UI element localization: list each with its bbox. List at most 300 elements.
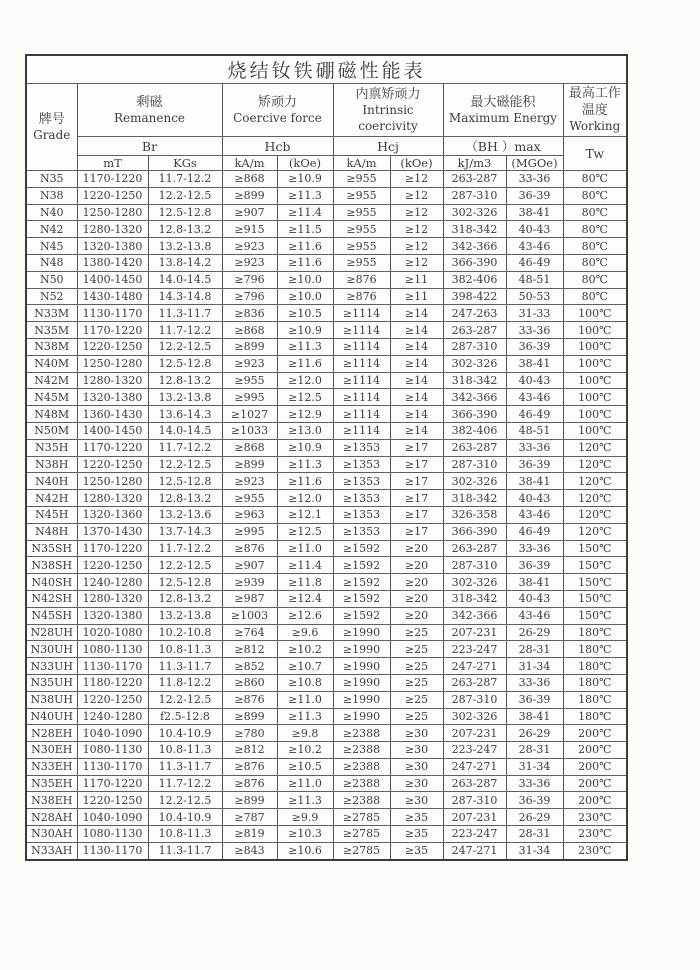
cell-tw: 200℃	[563, 792, 627, 809]
cell-bhmax-mgoe: 50-53	[506, 288, 563, 305]
cell-br-mt: 1430-1480	[77, 288, 148, 305]
cell-br-kgs: 13.2-13.8	[148, 238, 222, 255]
cell-tw: 120℃	[563, 523, 627, 540]
cell-hcb-koe: ≥10.6	[277, 842, 333, 859]
cell-grade: N33UH	[26, 658, 77, 675]
cell-tw: 80℃	[563, 254, 627, 271]
cell-grade: N48M	[26, 406, 77, 423]
cell-br-mt: 1020-1080	[77, 624, 148, 641]
cell-grade: N35SH	[26, 540, 77, 557]
cell-tw: 80℃	[563, 221, 627, 238]
cell-br-kgs: 11.7-12.2	[148, 775, 222, 792]
cell-hcb-kam: ≥923	[222, 355, 277, 372]
header-sym-hcj: Hcj	[333, 137, 443, 156]
cell-grade: N35H	[26, 439, 77, 456]
cell-hcb-kam: ≥899	[222, 187, 277, 204]
table-row	[26, 775, 627, 792]
cell-bhmax-kjm3: 287-310	[443, 691, 506, 708]
cell-tw: 180℃	[563, 624, 627, 641]
cell-hcb-kam: ≥764	[222, 624, 277, 641]
cell-tw: 200℃	[563, 758, 627, 775]
table-row	[26, 422, 627, 439]
cell-bhmax-kjm3: 207-231	[443, 725, 506, 742]
cell-br-mt: 1170-1220	[77, 171, 148, 188]
cell-br-mt: 1400-1450	[77, 422, 148, 439]
cell-hcj-koe: ≥17	[390, 523, 443, 540]
header-row-symbols	[26, 137, 627, 156]
cell-hcj-kam: ≥1592	[333, 590, 390, 607]
table-row	[26, 204, 627, 221]
cell-hcj-kam: ≥955	[333, 238, 390, 255]
cell-hcb-kam: ≥796	[222, 288, 277, 305]
cell-hcb-kam: ≥963	[222, 506, 277, 523]
cell-bhmax-kjm3: 247-263	[443, 305, 506, 322]
cell-tw: 180℃	[563, 691, 627, 708]
cell-hcb-kam: ≥812	[222, 641, 277, 658]
cell-br-mt: 1220-1250	[77, 338, 148, 355]
cell-hcb-kam: ≥987	[222, 590, 277, 607]
cell-hcb-koe: ≥10.3	[277, 826, 333, 843]
cell-hcj-koe: ≥12	[390, 238, 443, 255]
cell-hcb-koe: ≥10.9	[277, 439, 333, 456]
cell-hcj-koe: ≥14	[390, 355, 443, 372]
cell-hcj-kam: ≥1114	[333, 305, 390, 322]
cell-hcj-kam: ≥1114	[333, 406, 390, 423]
cell-hcj-koe: ≥20	[390, 540, 443, 557]
table-row	[26, 439, 627, 456]
cell-bhmax-mgoe: 36-39	[506, 456, 563, 473]
cell-hcj-kam: ≥1353	[333, 456, 390, 473]
cell-hcj-kam: ≥1592	[333, 557, 390, 574]
cell-hcj-koe: ≥14	[390, 422, 443, 439]
unit-bhmax-kjm3: kJ/m3	[443, 156, 506, 171]
unit-hcb-kam: kA/m	[222, 156, 277, 171]
header-sym-tw: Tw	[563, 137, 627, 171]
cell-tw: 80℃	[563, 271, 627, 288]
cell-grade: N52	[26, 288, 77, 305]
cell-grade: N35UH	[26, 674, 77, 691]
cell-hcj-kam: ≥1114	[333, 338, 390, 355]
cell-bhmax-kjm3: 342-366	[443, 389, 506, 406]
cell-hcb-kam: ≥876	[222, 691, 277, 708]
cell-hcb-koe: ≥11.3	[277, 456, 333, 473]
cell-hcb-kam: ≥955	[222, 372, 277, 389]
cell-bhmax-mgoe: 48-51	[506, 422, 563, 439]
cell-grade: N33M	[26, 305, 77, 322]
cell-grade: N48	[26, 254, 77, 271]
cell-bhmax-mgoe: 46-49	[506, 406, 563, 423]
table-row	[26, 338, 627, 355]
cell-bhmax-mgoe: 28-31	[506, 742, 563, 759]
header-intrinsic-coercivity-zh: 内禀矫顽力	[355, 86, 421, 102]
cell-hcj-koe: ≥17	[390, 439, 443, 456]
cell-hcb-kam: ≥819	[222, 826, 277, 843]
cell-bhmax-mgoe: 38-41	[506, 355, 563, 372]
header-grade-en: Grade	[33, 127, 71, 142]
header-grade	[26, 84, 77, 171]
cell-bhmax-kjm3: 398-422	[443, 288, 506, 305]
cell-hcj-koe: ≥35	[390, 809, 443, 826]
cell-br-mt: 1320-1380	[77, 238, 148, 255]
cell-bhmax-kjm3: 247-271	[443, 758, 506, 775]
cell-br-kgs: 12.2-12.5	[148, 792, 222, 809]
header-intrinsic-coercivity	[333, 84, 443, 137]
table-row	[26, 305, 627, 322]
cell-br-mt: 1280-1320	[77, 490, 148, 507]
cell-br-mt: 1220-1250	[77, 691, 148, 708]
cell-hcb-kam: ≥1027	[222, 406, 277, 423]
table-row	[26, 658, 627, 675]
cell-bhmax-mgoe: 26-29	[506, 809, 563, 826]
cell-hcj-kam: ≥2785	[333, 842, 390, 859]
cell-tw: 80℃	[563, 171, 627, 188]
cell-grade: N40SH	[26, 574, 77, 591]
cell-hcb-koe: ≥11.0	[277, 540, 333, 557]
cell-bhmax-mgoe: 43-46	[506, 506, 563, 523]
cell-grade: N45SH	[26, 607, 77, 624]
cell-grade: N48H	[26, 523, 77, 540]
cell-hcj-kam: ≥1990	[333, 691, 390, 708]
cell-hcb-koe: ≥12.9	[277, 406, 333, 423]
cell-bhmax-kjm3: 366-390	[443, 254, 506, 271]
cell-hcb-koe: ≥11.0	[277, 691, 333, 708]
cell-hcj-kam: ≥955	[333, 204, 390, 221]
table-row	[26, 557, 627, 574]
table-row	[26, 389, 627, 406]
cell-bhmax-kjm3: 318-342	[443, 372, 506, 389]
cell-hcb-koe: ≥12.5	[277, 389, 333, 406]
cell-hcj-kam: ≥1114	[333, 389, 390, 406]
cell-br-kgs: 10.8-11.3	[148, 641, 222, 658]
cell-br-mt: 1170-1220	[77, 439, 148, 456]
table-row	[26, 725, 627, 742]
cell-hcj-koe: ≥14	[390, 372, 443, 389]
cell-br-kgs: 12.2-12.5	[148, 338, 222, 355]
cell-bhmax-mgoe: 31-34	[506, 758, 563, 775]
unit-br-mt: mT	[77, 156, 148, 171]
cell-br-mt: 1040-1090	[77, 809, 148, 826]
cell-bhmax-kjm3: 287-310	[443, 338, 506, 355]
cell-tw: 100℃	[563, 422, 627, 439]
cell-hcb-koe: ≥12.6	[277, 607, 333, 624]
cell-bhmax-mgoe: 36-39	[506, 557, 563, 574]
cell-grade: N50M	[26, 422, 77, 439]
cell-tw: 80℃	[563, 288, 627, 305]
cell-br-mt: 1320-1380	[77, 607, 148, 624]
cell-tw: 180℃	[563, 708, 627, 725]
cell-br-mt: 1320-1380	[77, 389, 148, 406]
cell-hcj-koe: ≥17	[390, 506, 443, 523]
cell-br-mt: 1380-1420	[77, 254, 148, 271]
cell-hcj-koe: ≥20	[390, 607, 443, 624]
cell-hcb-koe: ≥11.4	[277, 557, 333, 574]
cell-bhmax-mgoe: 33-36	[506, 322, 563, 339]
cell-hcj-koe: ≥30	[390, 775, 443, 792]
cell-br-kgs: f2.5-12.8	[148, 708, 222, 725]
cell-bhmax-kjm3: 318-342	[443, 221, 506, 238]
cell-hcj-koe: ≥17	[390, 490, 443, 507]
cell-hcb-kam: ≥995	[222, 523, 277, 540]
table-row	[26, 523, 627, 540]
cell-bhmax-mgoe: 46-49	[506, 254, 563, 271]
cell-br-kgs: 11.3-11.7	[148, 305, 222, 322]
cell-tw: 230℃	[563, 842, 627, 859]
cell-hcb-kam: ≥836	[222, 305, 277, 322]
cell-tw: 120℃	[563, 439, 627, 456]
cell-br-mt: 1220-1250	[77, 456, 148, 473]
cell-hcb-koe: ≥11.5	[277, 221, 333, 238]
table-row	[26, 238, 627, 255]
cell-tw: 230℃	[563, 809, 627, 826]
cell-hcb-kam: ≥907	[222, 204, 277, 221]
cell-hcj-kam: ≥2388	[333, 775, 390, 792]
cell-hcb-kam: ≥995	[222, 389, 277, 406]
cell-hcj-kam: ≥1114	[333, 355, 390, 372]
cell-hcb-kam: ≥852	[222, 658, 277, 675]
cell-tw: 150℃	[563, 574, 627, 591]
cell-br-mt: 1080-1130	[77, 826, 148, 843]
cell-bhmax-kjm3: 382-406	[443, 422, 506, 439]
cell-grade: N35EH	[26, 775, 77, 792]
cell-hcb-koe: ≥12.0	[277, 490, 333, 507]
table-row	[26, 171, 627, 188]
cell-hcb-kam: ≥876	[222, 758, 277, 775]
table-row	[26, 506, 627, 523]
cell-hcb-koe: ≥10.2	[277, 742, 333, 759]
cell-hcb-kam: ≥923	[222, 254, 277, 271]
cell-hcj-koe: ≥12	[390, 187, 443, 204]
cell-hcb-koe: ≥11.3	[277, 187, 333, 204]
cell-br-mt: 1130-1170	[77, 658, 148, 675]
cell-bhmax-kjm3: 223-247	[443, 641, 506, 658]
cell-grade: N38SH	[26, 557, 77, 574]
cell-hcj-koe: ≥11	[390, 288, 443, 305]
cell-bhmax-kjm3: 207-231	[443, 624, 506, 641]
table-row	[26, 540, 627, 557]
cell-bhmax-mgoe: 38-41	[506, 574, 563, 591]
cell-bhmax-mgoe: 40-43	[506, 590, 563, 607]
table-row	[26, 456, 627, 473]
table-row	[26, 758, 627, 775]
cell-tw: 180℃	[563, 641, 627, 658]
cell-bhmax-mgoe: 38-41	[506, 708, 563, 725]
cell-hcb-koe: ≥11.6	[277, 355, 333, 372]
cell-grade: N40UH	[26, 708, 77, 725]
cell-hcb-kam: ≥1003	[222, 607, 277, 624]
cell-br-kgs: 11.3-11.7	[148, 758, 222, 775]
cell-bhmax-mgoe: 28-31	[506, 826, 563, 843]
table-row	[26, 607, 627, 624]
cell-grade: N42H	[26, 490, 77, 507]
cell-grade: N45M	[26, 389, 77, 406]
cell-hcb-koe: ≥9.6	[277, 624, 333, 641]
cell-br-kgs: 12.8-13.2	[148, 372, 222, 389]
cell-hcj-koe: ≥12	[390, 254, 443, 271]
cell-bhmax-mgoe: 36-39	[506, 187, 563, 204]
cell-hcb-koe: ≥12.0	[277, 372, 333, 389]
cell-hcb-koe: ≥12.4	[277, 590, 333, 607]
unit-bhmax-mgoe: (MGOe)	[506, 156, 563, 171]
cell-br-kgs: 14.0-14.5	[148, 422, 222, 439]
cell-tw: 80℃	[563, 238, 627, 255]
cell-grade: N38H	[26, 456, 77, 473]
header-working-temperature-zh: 最高工作温度	[568, 85, 621, 119]
unit-hcj-kam: kA/m	[333, 156, 390, 171]
cell-hcb-koe: ≥11.3	[277, 338, 333, 355]
cell-hcj-kam: ≥1353	[333, 439, 390, 456]
cell-bhmax-kjm3: 263-287	[443, 775, 506, 792]
cell-bhmax-mgoe: 40-43	[506, 221, 563, 238]
cell-bhmax-mgoe: 33-36	[506, 439, 563, 456]
header-remanence-en: Remanence	[113, 110, 186, 125]
header-intrinsic-coercivity-en: Intrinsic coercivity	[358, 102, 418, 133]
cell-hcj-kam: ≥1592	[333, 540, 390, 557]
cell-br-mt: 1080-1130	[77, 742, 148, 759]
cell-bhmax-mgoe: 48-51	[506, 271, 563, 288]
cell-br-kgs: 13.6-14.3	[148, 406, 222, 423]
table-row	[26, 271, 627, 288]
unit-hcb-koe: (kOe)	[277, 156, 333, 171]
table-row	[26, 641, 627, 658]
cell-br-mt: 1080-1130	[77, 641, 148, 658]
cell-hcj-kam: ≥1353	[333, 473, 390, 490]
header-maximum-energy-zh: 最大磁能积	[470, 94, 536, 110]
cell-hcb-kam: ≥899	[222, 792, 277, 809]
cell-tw: 230℃	[563, 826, 627, 843]
cell-hcj-kam: ≥1592	[333, 607, 390, 624]
cell-br-kgs: 12.5-12.8	[148, 574, 222, 591]
cell-br-kgs: 13.2-13.8	[148, 389, 222, 406]
cell-grade: N30EH	[26, 742, 77, 759]
cell-bhmax-kjm3: 247-271	[443, 842, 506, 859]
cell-bhmax-kjm3: 263-287	[443, 322, 506, 339]
table-row	[26, 473, 627, 490]
cell-br-kgs: 12.2-12.5	[148, 691, 222, 708]
cell-hcj-kam: ≥2388	[333, 725, 390, 742]
header-row-units	[26, 156, 627, 171]
cell-bhmax-kjm3: 318-342	[443, 490, 506, 507]
cell-hcj-kam: ≥876	[333, 288, 390, 305]
cell-bhmax-kjm3: 366-390	[443, 406, 506, 423]
cell-hcb-koe: ≥10.8	[277, 674, 333, 691]
cell-grade: N35	[26, 171, 77, 188]
cell-tw: 120℃	[563, 456, 627, 473]
cell-tw: 100℃	[563, 305, 627, 322]
cell-br-mt: 1130-1170	[77, 842, 148, 859]
cell-bhmax-mgoe: 43-46	[506, 607, 563, 624]
cell-br-mt: 1280-1320	[77, 372, 148, 389]
cell-hcj-koe: ≥30	[390, 742, 443, 759]
table-row	[26, 809, 627, 826]
cell-hcj-kam: ≥876	[333, 271, 390, 288]
cell-hcj-kam: ≥955	[333, 171, 390, 188]
cell-hcb-kam: ≥899	[222, 456, 277, 473]
cell-hcj-kam: ≥2388	[333, 758, 390, 775]
table-row	[26, 221, 627, 238]
cell-br-kgs: 10.8-11.3	[148, 826, 222, 843]
table-row	[26, 826, 627, 843]
cell-grade: N42M	[26, 372, 77, 389]
cell-br-kgs: 12.5-12.8	[148, 355, 222, 372]
cell-hcb-kam: ≥796	[222, 271, 277, 288]
cell-tw: 80℃	[563, 187, 627, 204]
cell-grade: N38M	[26, 338, 77, 355]
cell-bhmax-kjm3: 247-271	[443, 658, 506, 675]
cell-br-mt: 1170-1220	[77, 322, 148, 339]
cell-tw: 150℃	[563, 590, 627, 607]
header-coercive-force-en: Coercive force	[233, 110, 322, 125]
cell-bhmax-mgoe: 40-43	[506, 490, 563, 507]
cell-br-mt: 1240-1280	[77, 708, 148, 725]
cell-hcj-kam: ≥1990	[333, 624, 390, 641]
header-maximum-energy	[443, 84, 563, 137]
cell-hcj-koe: ≥35	[390, 826, 443, 843]
cell-tw: 150℃	[563, 540, 627, 557]
cell-br-mt: 1320-1360	[77, 506, 148, 523]
cell-tw: 150℃	[563, 607, 627, 624]
table-row	[26, 187, 627, 204]
cell-bhmax-mgoe: 40-43	[506, 372, 563, 389]
unit-br-kgs: KGs	[148, 156, 222, 171]
cell-bhmax-kjm3: 223-247	[443, 742, 506, 759]
cell-bhmax-kjm3: 223-247	[443, 826, 506, 843]
cell-br-kgs: 11.3-11.7	[148, 842, 222, 859]
cell-hcj-koe: ≥14	[390, 338, 443, 355]
cell-hcb-kam: ≥923	[222, 473, 277, 490]
unit-hcj-koe: (kOe)	[390, 156, 443, 171]
cell-br-kgs: 14.0-14.5	[148, 271, 222, 288]
cell-hcb-koe: ≥12.1	[277, 506, 333, 523]
magnet-properties-table	[25, 54, 628, 861]
cell-bhmax-mgoe: 26-29	[506, 725, 563, 742]
cell-br-mt: 1250-1280	[77, 204, 148, 221]
header-coercive-force-zh: 矫顽力	[257, 94, 297, 110]
cell-hcb-koe: ≥10.7	[277, 658, 333, 675]
cell-grade: N38UH	[26, 691, 77, 708]
cell-br-kgs: 12.5-12.8	[148, 473, 222, 490]
cell-bhmax-kjm3: 342-366	[443, 238, 506, 255]
cell-bhmax-kjm3: 382-406	[443, 271, 506, 288]
cell-grade: N28EH	[26, 725, 77, 742]
cell-br-kgs: 12.8-13.2	[148, 590, 222, 607]
cell-hcj-kam: ≥1990	[333, 641, 390, 658]
cell-bhmax-mgoe: 31-34	[506, 842, 563, 859]
cell-hcj-koe: ≥35	[390, 842, 443, 859]
table-row	[26, 691, 627, 708]
cell-tw: 120℃	[563, 473, 627, 490]
cell-br-mt: 1170-1220	[77, 540, 148, 557]
cell-br-mt: 1240-1280	[77, 574, 148, 591]
cell-hcj-kam: ≥1114	[333, 372, 390, 389]
cell-hcb-koe: ≥11.6	[277, 473, 333, 490]
cell-hcj-kam: ≥1592	[333, 574, 390, 591]
cell-hcb-koe: ≥10.2	[277, 641, 333, 658]
cell-br-kgs: 11.8-12.2	[148, 674, 222, 691]
cell-hcb-koe: ≥9.8	[277, 725, 333, 742]
cell-hcb-koe: ≥11.0	[277, 775, 333, 792]
cell-hcj-kam: ≥2388	[333, 742, 390, 759]
cell-hcj-kam: ≥2785	[333, 809, 390, 826]
cell-hcj-koe: ≥20	[390, 574, 443, 591]
table-row	[26, 792, 627, 809]
table-row	[26, 406, 627, 423]
cell-br-kgs: 13.7-14.3	[148, 523, 222, 540]
cell-hcb-koe: ≥11.6	[277, 254, 333, 271]
cell-hcb-koe: ≥10.0	[277, 271, 333, 288]
cell-tw: 150℃	[563, 557, 627, 574]
cell-bhmax-mgoe: 31-34	[506, 658, 563, 675]
cell-grade: N50	[26, 271, 77, 288]
